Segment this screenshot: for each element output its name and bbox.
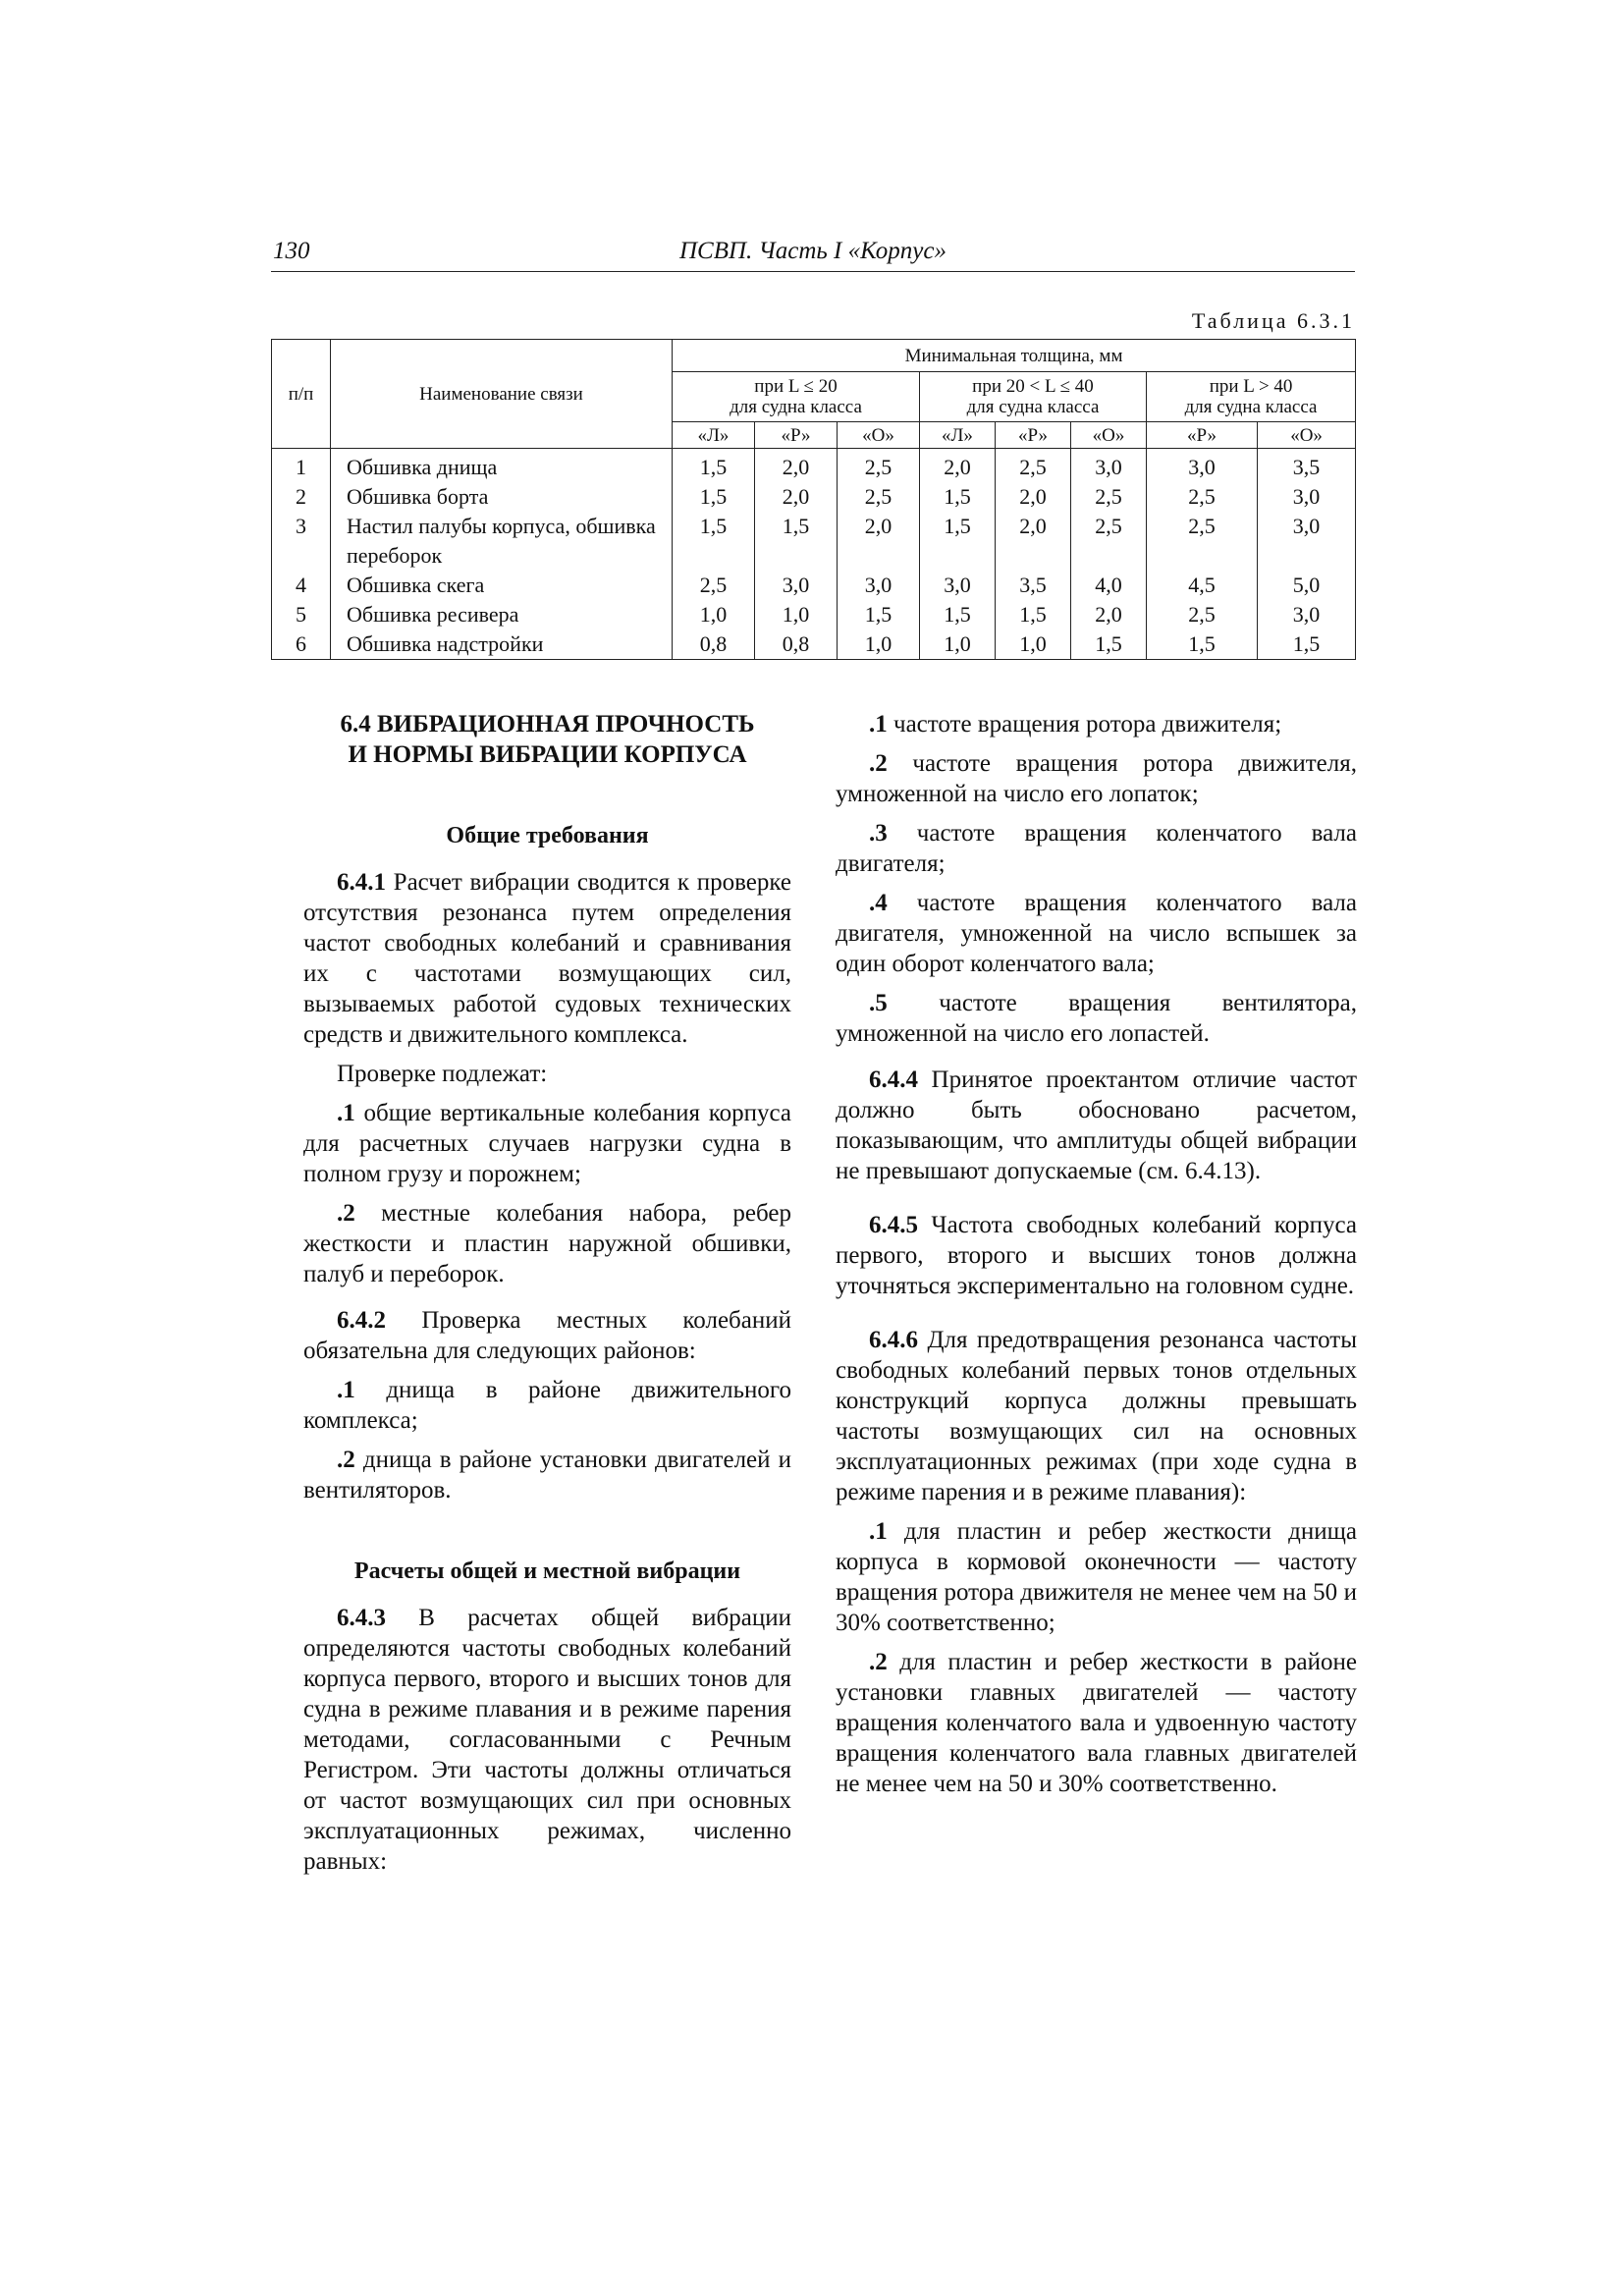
subsection-title: Расчеты общей и местной вибрации [353,1558,741,1584]
left-column [303,709,791,1877]
list-item: .1 для пластин и ребер жесткости днища корпуса в кормовой оконечности — частоту вращения ротора движителя не менее чем на 50 и 30% соответственно; [836,1518,1358,1636]
list-item: .2 днища в районе установки двигателей и вентиляторов. [303,1447,792,1503]
class-header: «Л» [920,422,996,449]
list-item: .3 частоте вращения коленчатого вала двигателя; [836,820,1358,877]
group-header: при 20 < L ≤ 40 для судна класса [920,372,1147,422]
list-item: .1 частоте вращения ротора движителя; [869,711,1282,738]
table-row: 6 Обшивка надстройки 0,8 0,8 1,0 1,0 1,0 1,5 1,5 1,5 [272,629,1356,660]
table-row: 3 Настил палубы корпуса, обшивка переборок 1,5 1,5 2,0 1,5 2,0 2,5 2,5 3,0 [272,512,1356,571]
paragraph-6-4-4: 6.4.4 Принятое проектантом отличие частот должно быть обосновано расчетом, показывающим, что амплитуды общей вибрации не превышают допускаемые (см. 6.4.13). [836,1066,1357,1184]
list-item: .1 общие вертикальные колебания корпуса для расчетных случаев нагрузки судна в полном грузу и порожнем; [303,1100,792,1187]
class-header: «Р» [1147,422,1258,449]
col-header-number: п/п [272,340,331,449]
class-header: «О» [838,422,920,449]
class-header: «О» [1071,422,1147,449]
table-row: 1 Обшивка днища 1,5 2,0 2,5 2,0 2,5 3,0 3,0 3,5 [272,449,1356,483]
paragraph: Проверке подлежат: [337,1061,548,1087]
running-title: ПСВП. Часть I «Корпус» [679,238,947,264]
table-row: 4 Обшивка скега 2,5 3,0 3,0 3,0 3,5 4,0 4,5 5,0 [272,571,1356,600]
col-header-name: Наименование связи [331,340,673,449]
class-header: «Р» [755,422,838,449]
class-header: «Л» [673,422,755,449]
subsection-title: Общие требования [446,823,649,848]
list-item: .4 частоте вращения коленчатого вала двигателя, умноженной на число вспышек за один оборот коленчатого вала; [836,890,1358,977]
list-item: .2 для пластин и ребер жесткости в районе установки главных двигателей — частоту вращения коленчатого вала и удвоенную частоту вращения коленчатого вала главных двигателей не менее чем на 50 и 30% соответственно. [836,1649,1357,1797]
paragraph-6-4-1: 6.4.1 Расчет вибрации сводится к проверке отсутствия резонанса путем определения частот свободных колебаний и сравнивания их с частотами возмущающих сил, вызываемых работой судовых технических средств и движительного комплекса. [303,869,791,1048]
list-item: .1 днища в районе движительного комплекса; [303,1377,792,1434]
table-row: 5 Обшивка ресивера 1,0 1,0 1,5 1,5 1,5 2,0 2,5 3,0 [272,600,1356,629]
table-row: 2 Обшивка борта 1,5 2,0 2,5 1,5 2,0 2,5 2,5 3,0 [272,482,1356,512]
paragraph-6-4-5: 6.4.5 Частота свободных колебаний корпуса первого, второго и высших тонов должна уточняться экспериментально на головном судне. [836,1212,1358,1299]
class-header: «Р» [996,422,1071,449]
paragraph-6-4-2: 6.4.2 Проверка местных колебаний обязательна для следующих районов: [303,1307,792,1364]
table-caption: Таблица 6.3.1 [1191,308,1355,333]
group-header: при L > 40 для судна класса [1147,372,1356,422]
paragraph-6-4-6: 6.4.6 Для предотвращения резонанса частоты свободных колебаний первых тонов отдельных конструкций корпуса должны превышать частоты возмущающих сил на основных эксплуатационных режимах (при ходе судна в режиме парения и в режиме плавания): [836,1327,1358,1505]
thickness-table [271,339,1356,660]
paragraph-6-4-3: 6.4.3 В расчетах общей вибрации определяются частоты свободных колебаний корпуса первого, второго и высших тонов для судна в режиме плавания и в режиме парения методами, согласованными с Речным Регистром. Эти частоты должны отличаться от частот возмущающих сил при основных эксплуатационных режимах, численно равных: [303,1605,791,1875]
section-title: 6.4 ВИБРАЦИОННАЯ ПРОЧНОСТЬ И НОРМЫ ВИБРАЦИИ КОРПУСА [340,711,755,768]
page-number: 130 [273,238,310,264]
group-header: при L ≤ 20 для судна класса [673,372,920,422]
right-column [836,709,1357,1799]
running-header [271,238,1355,272]
list-item: .2 местные колебания набора, ребер жесткости и пластин наружной обшивки, палуб и переборок. [303,1200,791,1287]
col-header-min-thickness: Минимальная толщина, мм [673,340,1356,372]
list-item: .5 частоте вращения вентилятора, умноженной на число его лопастей. [836,990,1357,1047]
list-item: .2 частоте вращения ротора движителя, умноженной на число его лопаток; [836,750,1357,807]
class-header: «О» [1258,422,1356,449]
